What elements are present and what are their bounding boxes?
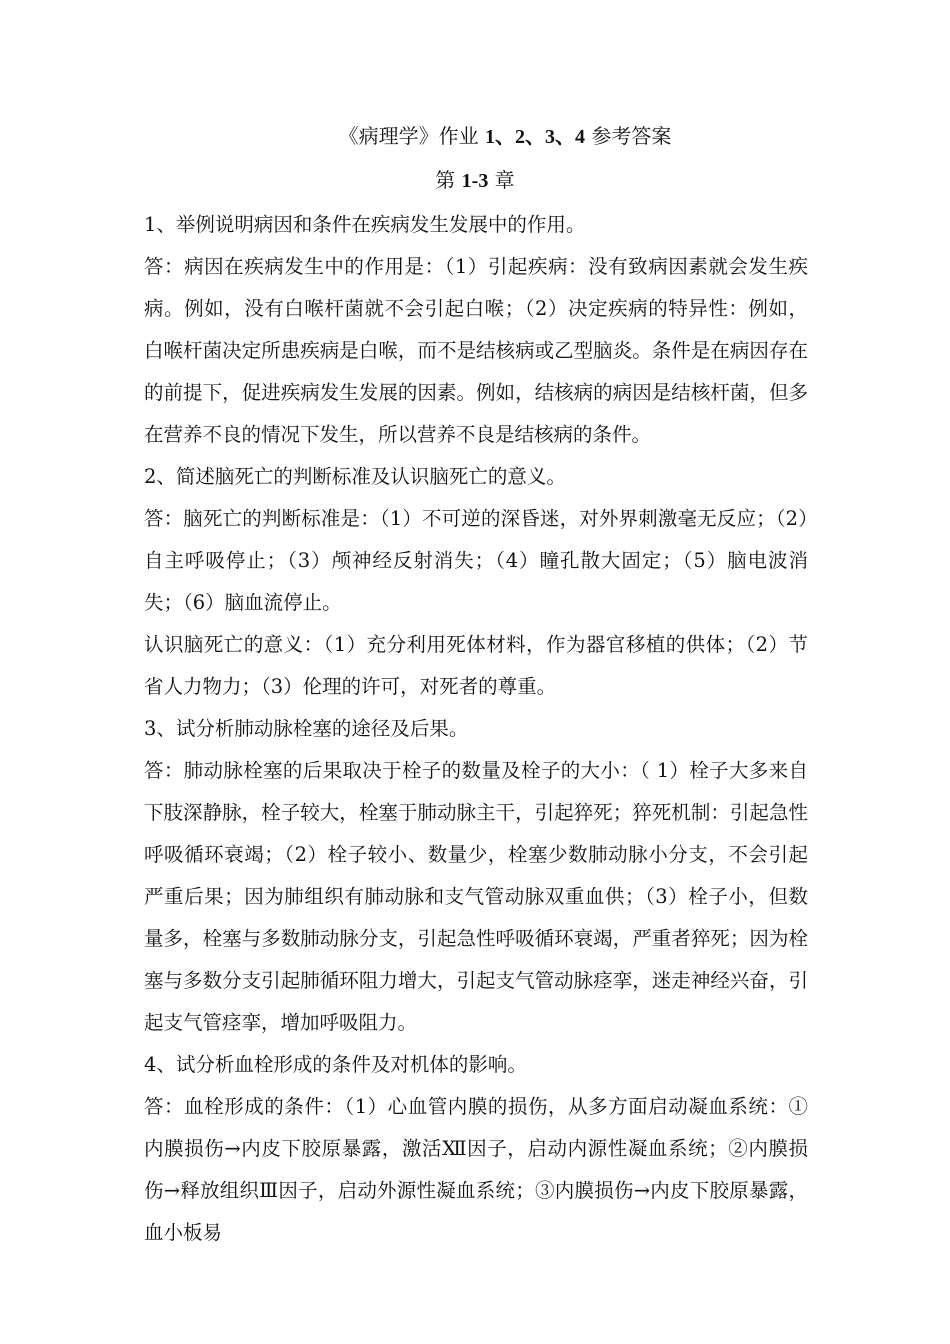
chapter-numbers: 1-3 bbox=[461, 170, 489, 192]
chapter-prefix: 第 bbox=[435, 168, 462, 192]
question-4: 4、试分析血栓形成的条件及对机体的影响。 bbox=[144, 1053, 527, 1076]
question-2: 2、简述脑死亡的判断标准及认识脑死亡的意义。 bbox=[144, 465, 566, 488]
document-title bbox=[30, 122, 950, 151]
answer-2-criteria: 答：脑死亡的判断标准是：（1）不可逆的深昏迷，对外界刺激毫无反应；（2）自主呼吸停止；（3）颅神经反射消失；（4）瞳孔散大固定；（5）脑电波消失；（6）脑血流停止。 bbox=[144, 507, 808, 614]
answer-3: 答：肺动脉栓塞的后果取决于栓子的数量及栓子的大小：（ 1）栓子大多来自下肢深静脉，栓子较大，栓塞于肺动脉主干，引起猝死；猝死机制：引起急性呼吸循环衰竭；（2）栓子较小、数量少，栓塞少数肺动脉小分支，不会引起严重后果；因为肺组织有肺动脉和支气管动脉双重血供；（3）栓子小，但数量多，栓塞与多数肺动脉分支，引起急性呼吸循环衰竭，严重者猝死；因为栓塞与多数分支引起肺循环阻力增大，引起支气管动脉痉挛，迷走神经兴奋，引起支气管痉挛，增加呼吸阻力。 bbox=[144, 759, 808, 1034]
chapter-suffix: 章 bbox=[488, 168, 515, 192]
question-3: 3、试分析肺动脉栓塞的途径及后果。 bbox=[144, 717, 469, 740]
answer-2-significance: 认识脑死亡的意义：（1）充分利用死体材料，作为器官移植的供体；（2）节省人力物力；（3）伦理的许可，对死者的尊重。 bbox=[144, 633, 808, 698]
title-numbers: 1、2、3、4 bbox=[485, 126, 585, 148]
question-1: 1、举例说明病因和条件在疾病发生发展中的作用。 bbox=[144, 213, 586, 236]
document-body bbox=[144, 204, 808, 1254]
title-prefix: 《病理学》作业 bbox=[338, 124, 485, 148]
answer-4: 答：血栓形成的条件：（1）心血管内膜的损伤，从多方面启动凝血系统：①内膜损伤→内皮下胶原暴露，激活Ⅻ因子，启动内源性凝血系统；②内膜损伤→释放组织Ⅲ因子，启动外源性凝血系统；③内膜损伤→内皮下胶原暴露，血小板易 bbox=[144, 1095, 808, 1244]
answer-1: 答：病因在疾病发生中的作用是：（1）引起疾病：没有致病因素就会发生疾病。例如，没有白喉杆菌就不会引起白喉；（2）决定疾病的特异性：例如，白喉杆菌决定所患疾病是白喉，而不是结核病或乙型脑炎。条件是在病因存在的前提下，促进疾病发生发展的因素。例如，结核病的病因是结核杆菌，但多在营养不良的情况下发生，所以营养不良是结核病的条件。 bbox=[144, 255, 808, 446]
title-suffix: 参考答案 bbox=[585, 124, 672, 148]
chapter-heading bbox=[0, 166, 950, 195]
